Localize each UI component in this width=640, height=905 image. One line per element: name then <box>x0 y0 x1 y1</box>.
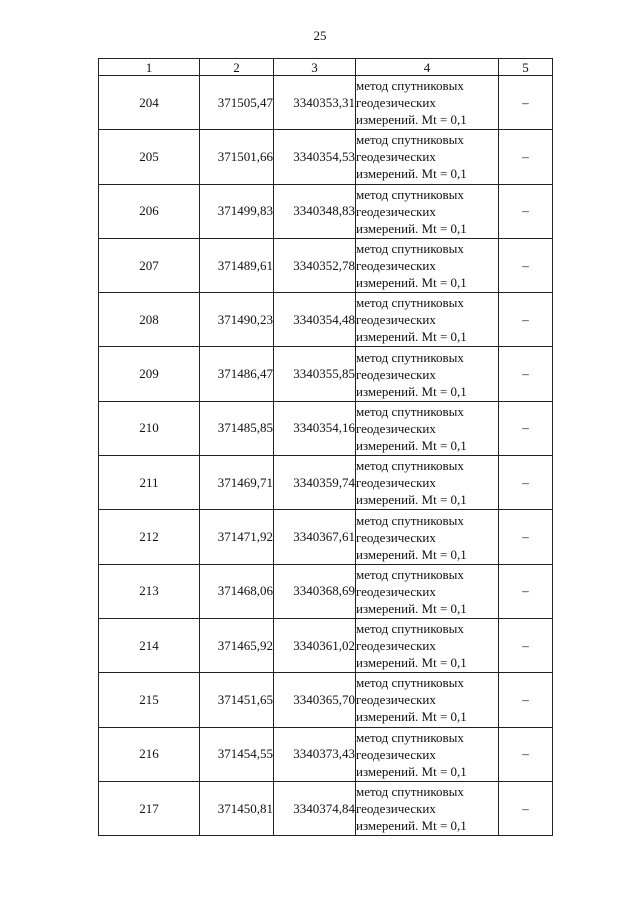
y-coordinate-cell: 3340361,02 <box>274 618 356 672</box>
y-coordinate-cell: 3340355,85 <box>274 347 356 401</box>
method-line: измерений. Mt = 0,1 <box>356 112 467 128</box>
method-line: геодезических <box>356 475 436 491</box>
note-cell: – <box>499 130 553 184</box>
method-line: измерений. Mt = 0,1 <box>356 655 467 671</box>
method-cell <box>356 130 499 184</box>
x-coordinate-cell: 371485,85 <box>200 401 274 455</box>
note-cell: – <box>499 293 553 347</box>
point-number-cell: 205 <box>99 130 200 184</box>
method-line: измерений. Mt = 0,1 <box>356 329 467 345</box>
method-line: геодезических <box>356 203 436 219</box>
method-line: геодезических <box>356 258 436 274</box>
table-row <box>99 401 553 455</box>
method-cell <box>356 238 499 292</box>
note-cell: – <box>499 347 553 401</box>
method-cell <box>356 347 499 401</box>
note-cell: – <box>499 727 553 781</box>
method-line: геодезических <box>356 420 436 436</box>
header-col-5: 5 <box>499 59 553 76</box>
table-row <box>99 130 553 184</box>
y-coordinate-cell: 3340348,83 <box>274 184 356 238</box>
x-coordinate-cell: 371490,23 <box>200 293 274 347</box>
method-line: геодезических <box>356 801 436 816</box>
method-line: геодезических <box>356 583 436 599</box>
x-coordinate-cell: 371454,55 <box>200 727 274 781</box>
method-cell <box>356 76 499 130</box>
header-col-1: 1 <box>99 59 200 76</box>
point-number-cell: 215 <box>99 673 200 727</box>
x-coordinate-cell: 371489,61 <box>200 238 274 292</box>
table-row <box>99 184 553 238</box>
note-cell: – <box>499 456 553 510</box>
note-cell: – <box>499 564 553 618</box>
method-line: измерений. Mt = 0,1 <box>356 763 467 779</box>
method-cell <box>356 510 499 564</box>
table-row <box>99 727 553 781</box>
note-cell: – <box>499 238 553 292</box>
x-coordinate-cell: 371469,71 <box>200 456 274 510</box>
x-coordinate-cell: 371471,92 <box>200 510 274 564</box>
x-coordinate-cell: 371451,65 <box>200 673 274 727</box>
method-line: измерений. Mt = 0,1 <box>356 275 467 291</box>
table-row <box>99 618 553 672</box>
y-coordinate-cell: 3340359,74 <box>274 456 356 510</box>
point-number-cell: 213 <box>99 564 200 618</box>
method-line: измерений. Mt = 0,1 <box>356 166 467 182</box>
method-line: метод спутниковых <box>356 78 464 94</box>
method-line: метод спутниковых <box>356 458 464 474</box>
header-col-4: 4 <box>356 59 499 76</box>
x-coordinate-cell: 371486,47 <box>200 347 274 401</box>
note-cell: – <box>499 76 553 130</box>
table-header <box>99 59 553 76</box>
method-line: измерений. Mt = 0,1 <box>356 220 467 236</box>
method-line: метод спутниковых <box>356 729 464 745</box>
header-col-2: 2 <box>200 59 274 76</box>
method-line: геодезических <box>356 366 436 382</box>
table-row <box>99 347 553 401</box>
point-number-cell: 210 <box>99 401 200 455</box>
method-cell <box>356 184 499 238</box>
note-cell: – <box>499 781 553 835</box>
method-line: геодезических <box>356 312 436 328</box>
method-line: измерений. Mt = 0,1 <box>356 709 467 725</box>
y-coordinate-cell: 3340368,69 <box>274 564 356 618</box>
method-line: геодезических <box>356 529 436 545</box>
method-cell <box>356 618 499 672</box>
method-cell <box>356 727 499 781</box>
method-cell <box>356 564 499 618</box>
page-number: 25 <box>313 28 327 43</box>
y-coordinate-cell: 3340374,84 <box>274 781 356 835</box>
method-line: метод спутниковых <box>356 566 464 582</box>
point-number-cell: 204 <box>99 76 200 130</box>
method-cell <box>356 673 499 727</box>
x-coordinate-cell: 371499,83 <box>200 184 274 238</box>
method-line: метод спутниковых <box>356 621 464 637</box>
method-line: метод спутниковых <box>356 186 464 202</box>
point-number-cell: 216 <box>99 727 200 781</box>
method-line: метод спутниковых <box>356 241 464 257</box>
method-line: измерений. Mt = 0,1 <box>356 492 467 508</box>
method-line: метод спутниковых <box>356 512 464 528</box>
method-cell <box>356 401 499 455</box>
method-line: геодезических <box>356 692 436 708</box>
method-line: метод спутниковых <box>356 675 464 691</box>
method-line: метод спутниковых <box>356 403 464 419</box>
table-row <box>99 781 553 835</box>
method-line: метод спутниковых <box>356 295 464 311</box>
method-line: геодезических <box>356 638 436 654</box>
method-line: измерений. Mt = 0,1 <box>356 546 467 562</box>
method-line: метод спутниковых <box>356 784 464 799</box>
y-coordinate-cell: 3340352,78 <box>274 238 356 292</box>
method-line: измерений. Mt = 0,1 <box>356 600 467 616</box>
table-row <box>99 238 553 292</box>
method-cell <box>356 456 499 510</box>
method-line: измерений. Mt = 0,1 <box>356 383 467 399</box>
table-row <box>99 564 553 618</box>
coordinates-table <box>98 58 553 836</box>
y-coordinate-cell: 3340354,53 <box>274 130 356 184</box>
point-number-cell: 214 <box>99 618 200 672</box>
note-cell: – <box>499 673 553 727</box>
y-coordinate-cell: 3340354,16 <box>274 401 356 455</box>
method-line: метод спутниковых <box>356 349 464 365</box>
method-line: измерений. Mt = 0,1 <box>356 437 467 453</box>
method-line: измерений. Mt = 0,1 <box>356 818 467 833</box>
y-coordinate-cell: 3340353,31 <box>274 76 356 130</box>
table-row <box>99 76 553 130</box>
x-coordinate-cell: 371450,81 <box>200 781 274 835</box>
note-cell: – <box>499 510 553 564</box>
method-line: геодезических <box>356 149 436 165</box>
point-number-cell: 217 <box>99 781 200 835</box>
y-coordinate-cell: 3340365,70 <box>274 673 356 727</box>
x-coordinate-cell: 371465,92 <box>200 618 274 672</box>
method-line: метод спутниковых <box>356 132 464 148</box>
y-coordinate-cell: 3340373,43 <box>274 727 356 781</box>
point-number-cell: 212 <box>99 510 200 564</box>
point-number-cell: 207 <box>99 238 200 292</box>
y-coordinate-cell: 3340354,48 <box>274 293 356 347</box>
method-cell <box>356 293 499 347</box>
table-row <box>99 456 553 510</box>
x-coordinate-cell: 371505,47 <box>200 76 274 130</box>
method-cell <box>356 781 499 835</box>
note-cell: – <box>499 401 553 455</box>
x-coordinate-cell: 371468,06 <box>200 564 274 618</box>
x-coordinate-cell: 371501,66 <box>200 130 274 184</box>
table-row <box>99 293 553 347</box>
note-cell: – <box>499 618 553 672</box>
table-row <box>99 510 553 564</box>
header-row <box>99 59 553 76</box>
y-coordinate-cell: 3340367,61 <box>274 510 356 564</box>
method-line: геодезических <box>356 746 436 762</box>
note-cell: – <box>499 184 553 238</box>
table-body <box>99 76 553 836</box>
point-number-cell: 209 <box>99 347 200 401</box>
point-number-cell: 206 <box>99 184 200 238</box>
point-number-cell: 211 <box>99 456 200 510</box>
table-row <box>99 673 553 727</box>
method-line: геодезических <box>356 95 436 111</box>
point-number-cell: 208 <box>99 293 200 347</box>
header-col-3: 3 <box>274 59 356 76</box>
